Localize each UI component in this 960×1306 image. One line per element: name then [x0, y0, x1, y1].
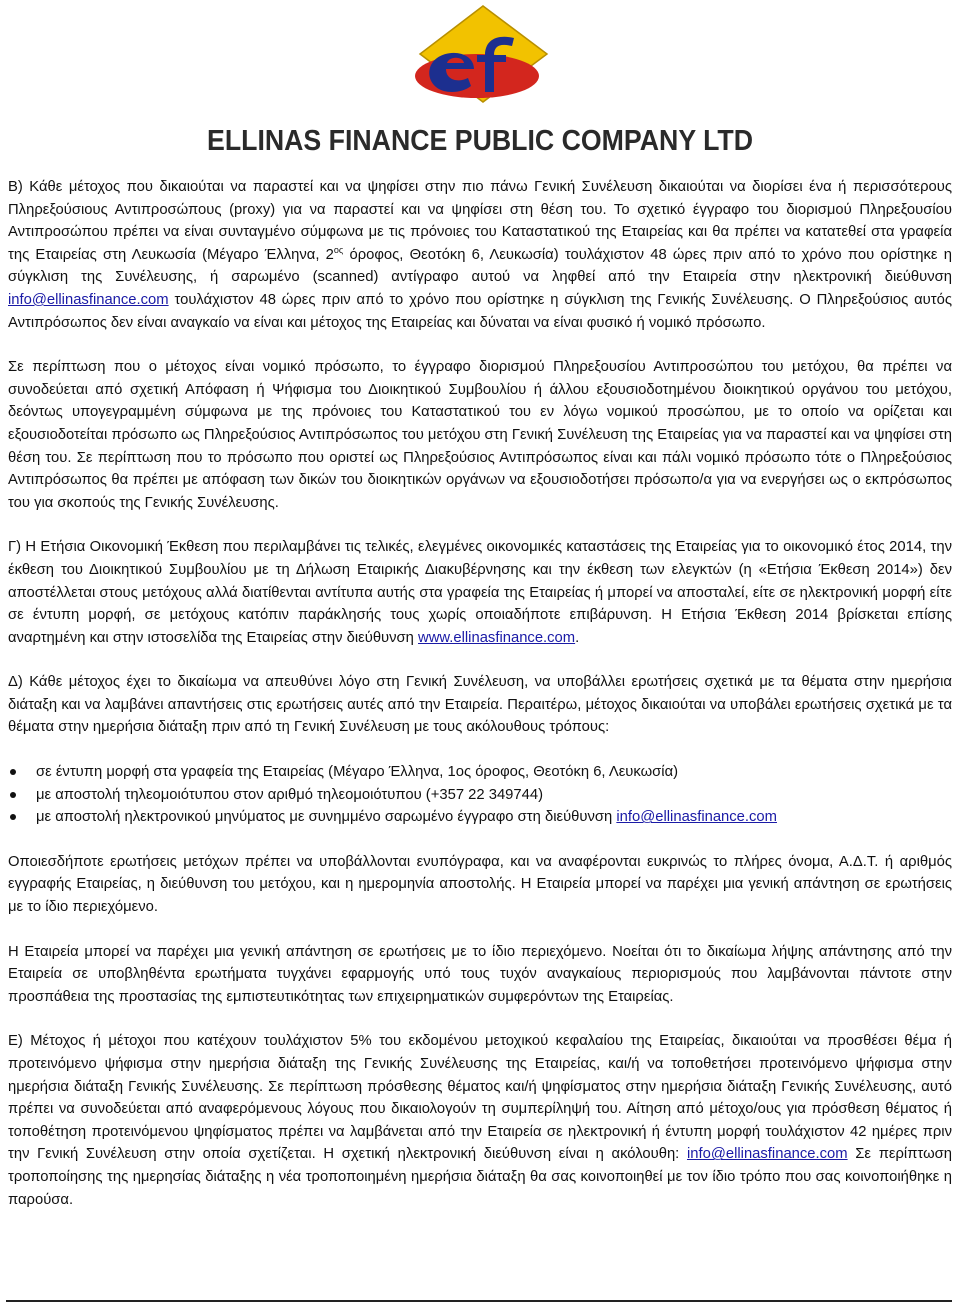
- list-item: [8, 806, 952, 829]
- list-item-text: σε έντυπη μορφή στα γραφεία της Εταιρείας (Μέγαρο Έλληνα, 1ος όροφος, Θεοτόκη 6, Λευκωσία): [36, 764, 679, 781]
- paragraph-c-annual-report: [8, 536, 952, 649]
- submission-methods-list: [8, 761, 952, 829]
- list-item-text: με αποστολή ηλεκτρονικού μηνύματος με συνημμένο σαρωμένο έγγραφο στη διεύθυνση: [36, 809, 617, 826]
- email-link[interactable]: info@ellinasfinance.com: [686, 1146, 848, 1163]
- company-name: ELLINAS FINANCE PUBLIC COMPANY LTD: [207, 125, 753, 157]
- paragraph-d-identification: Οποιεσδήποτε ερωτήσεις μετόχων πρέπει να υποβάλλονται ενυπόγραφα, και να αναφέρονται ευκρινώς το πλήρες όνομα, Α.Δ.Τ. ή αριθμός εγγραφής Εταιρείας, η διεύθυνση του μετόχου, και η ημερομηνία αποστολής. Η Εταιρεία μπορεί να παρέχει μια γενική απάντηση σε ερωτήσεις με το ίδιο περιεχόμενο.: [8, 853, 952, 916]
- bullet-icon: [10, 792, 16, 798]
- bullet-icon: [10, 769, 16, 775]
- paragraph-text: τουλάχιστον 48 ώρες πριν από το χρόνο που ορίστηκε η σύγκλιση της Γενικής Συνέλευσης. Ο Πληρεξούσιος αυτός Αντιπρόσωπος δεν είναι αναγκαίο να είναι και μέτοχος της Εταιρείας και δύναται να είναι φυσικό ή νομικό πρόσωπο.: [8, 291, 952, 331]
- document-body: [8, 176, 952, 1233]
- paragraph-text: .: [575, 629, 580, 646]
- list-item: [8, 761, 952, 784]
- bullet-icon: [10, 814, 16, 820]
- paragraph-e-agenda: [8, 1030, 952, 1211]
- company-logo: [0, 0, 960, 170]
- paragraph-b-legal-entity: Σε περίπτωση που ο μέτοχος είναι νομικό πρόσωπο, το έγγραφο διορισμού Πληρεξουσίου Αντιπροσώπου του μετόχου, θα πρέπει να συνοδεύεται από σχετική Απόφαση ή Ψήφισμα του Διοικητικού Συμβουλίου ή άλλου εξουσιοδοτημένου διοικητικού οργάνου του μετόχου, δεόντως υπογεγραμμένη σύμφωνα με της πρόνοιες του Καταστατικού του εν λόγω νομικού προσώπου, με το οποίο να ορίζεται και εξουσιοδοτείται πρόσωπο ως Πληρεξούσιος Αντιπρόσωπος του μετόχου στη Γενική Συνέλευση της Εταιρείας για να παραστεί και να ψηφίσει στη θέση του. Σε περίπτωση που το πρόσωπο που οριστεί ως Πληρεξούσιος Αντιπρόσωπος είναι και πάλι νομικό πρόσωπο τότε ο Πληρεξούσιος Αντιπρόσωπος θα πρέπει με απόφαση των δικών του διοικητικών οργάνων να εξουσιοδοτήσει πρόσωπο/α για να ενεργήσει ως ο εκπρόσωπος του για σκοπούς της Γενικής Συνέλευσης.: [8, 359, 952, 511]
- paragraph-text: Σε περίπτωση τροποποίησης της ημερησίας διάταξης η νέα τροποποιημένη ημερήσια διάταξη θα σας κοινοποιηθεί με τον ίδιο τρόπο που σας κοινοποιήθηκε η παρούσα.: [8, 1146, 952, 1208]
- email-link[interactable]: info@ellinasfinance.com: [616, 809, 777, 826]
- website-link[interactable]: www.ellinasfinance.com: [418, 629, 576, 646]
- superscript: ος: [333, 244, 344, 255]
- paragraph-text: Ε) Μέτοχος ή μέτοχοι που κατέχουν τουλάχιστον 5% του εκδομένου μετοχικού κεφαλαίου της Εταιρείας, δικαιούται να προσθέσει θέμα ή προτεινόμενο ψήφισμα στην ημερήσια διάταξη της Γενικής Συνέλευσης της Εταιρείας, και/ή να τοποθετήσει προτεινόμενο ψήφισμα στην ημερήσια διάταξη Γενικής Συνέλευσης. Σε περίπτωση πρόσθεσης θέματος και/ή ψηφίσματος στην ημερήσια διάταξη Γενικής Συνέλευσης, αυτό πρέπει να συνοδεύεται από αναφερόμενους λόγους που δικαιολογούν τη συμπερίληψή του. Αίτηση από μέτοχο/ους για πρόσθεση θέματος ή τοποθέτηση προτεινόμενου ψηφίσματος πρέπει να λαμβάνεται από την Εταιρεία σε ηλεκτρονική ή έντυπη μορφή τουλάχιστον 42 ημέρες πριν την Γενική Συνέλευση στην οποία σχετίζεται. Η σχετική ηλεκτρονική διεύθυνση είναι η ακόλουθη:: [8, 1033, 952, 1163]
- footer-divider: [6, 1300, 952, 1302]
- paragraph-text: Γ) Η Ετήσια Οικονομική Έκθεση που περιλαμβάνει τις τελικές, ελεγμένες οικονομικές καταστάσεις της Εταιρείας για το οικονομικό έτος 2014, την έκθεση του Διοικητικού Συμβουλίου με τη Δήλωση Εταιρικής Διακυβέρνησης και την έκθεση των ελεγκτών (η «Ετήσια Έκθεση 2014») δεν αποστέλλεται στους μετόχους αλλά διατίθενται αντίτυπα αυτής στα γραφεία της Εταιρείας ή μπορεί να αποσταλεί, είτε σε ηλεκτρονική μορφή είτε σε έντυπη μορφή, σε μετόχους κατόπιν παράκλησής τους χωρίς οποιαδήποτε επιβάρυνση. Η Ετήσια Έκθεση 2014 βρίσκεται επίσης αναρτημένη και στην ιστοσελίδα της Εταιρείας στην διεύθυνση: [8, 539, 952, 646]
- paragraph-d-questions: Δ) Κάθε μέτοχος έχει το δικαίωμα να απευθύνει λόγο στη Γενική Συνέλευση, να υποβάλλει ερωτήσεις σχετικά με τα θέματα στην ημερήσια διάταξη και να λαμβάνει απαντήσεις στις ερωτήσεις αυτές από την Εταιρεία. Περαιτέρω, μέτοχος δικαιούται να υποβάλει ερωτήσεις σχετικά με τα θέματα στην ημερήσια διάταξη πριν από τη Γενική Συνέλευση με τους ακόλουθους τρόπους:: [8, 674, 952, 736]
- letterhead: [0, 0, 960, 170]
- paragraph-text: Β) Κάθε μέτοχος που δικαιούται να παραστεί και να ψηφίσει στην πιο πάνω Γενική Συνέλευση δικαιούται να διορίσει ένα ή περισσότερους Πληρεξούσιους Αντιπροσώπους (proxy) για να παραστεί και να ψηφίσει στη θέση του. Το σχετικό έγγραφο του διορισμού Πληρεξουσίου Αντιπροσώπου πρέπει να είναι συνταγμένο σύμφωνα με τις πρόνοιες του Καταστατικού της Εταιρείας και θα πρέπει να κατατεθεί στα γραφεία της Εταιρείας στη Λευκωσία (Μέγαρο Έλληνα, 2: [8, 179, 952, 263]
- paragraph-d-general-answer: Η Εταιρεία μπορεί να παρέχει μια γενική απάντηση σε ερωτήσεις με το ίδιο περιεχόμενο. Νοείται ότι το δικαίωμα λήψης απάντησης από την Εταιρεία σε υποβληθέντα ερωτήματα τυγχάνει εφαρμογής υπό τους τυχόν αναγκαίους περιορισμούς που λαμβάνονται πάντοτε στην προσπάθεια της προστασίας της εμπιστευτικότητας των επιχειρηματικών συμφερόντων της Εταιρείας.: [8, 943, 952, 1005]
- list-item: [8, 784, 952, 807]
- paragraph-text: όροφος, Θεοτόκη 6, Λευκωσία) τουλάχιστον 48 ώρες πριν από το χρόνο που ορίστηκε η σύγκλιση της Συνέλευσης, ή σαρωμένο (scanned) αντίγραφο αυτού να ληφθεί από την Εταιρεία στην ηλεκτρονική διεύθυνση: [8, 246, 952, 286]
- paragraph-b-proxy: [8, 176, 952, 334]
- list-item-text: με αποστολή τηλεομοιότυπου στον αριθμό τηλεομοιότυπου (+357 22 349744): [36, 786, 544, 803]
- email-link[interactable]: info@ellinasfinance.com: [8, 291, 169, 308]
